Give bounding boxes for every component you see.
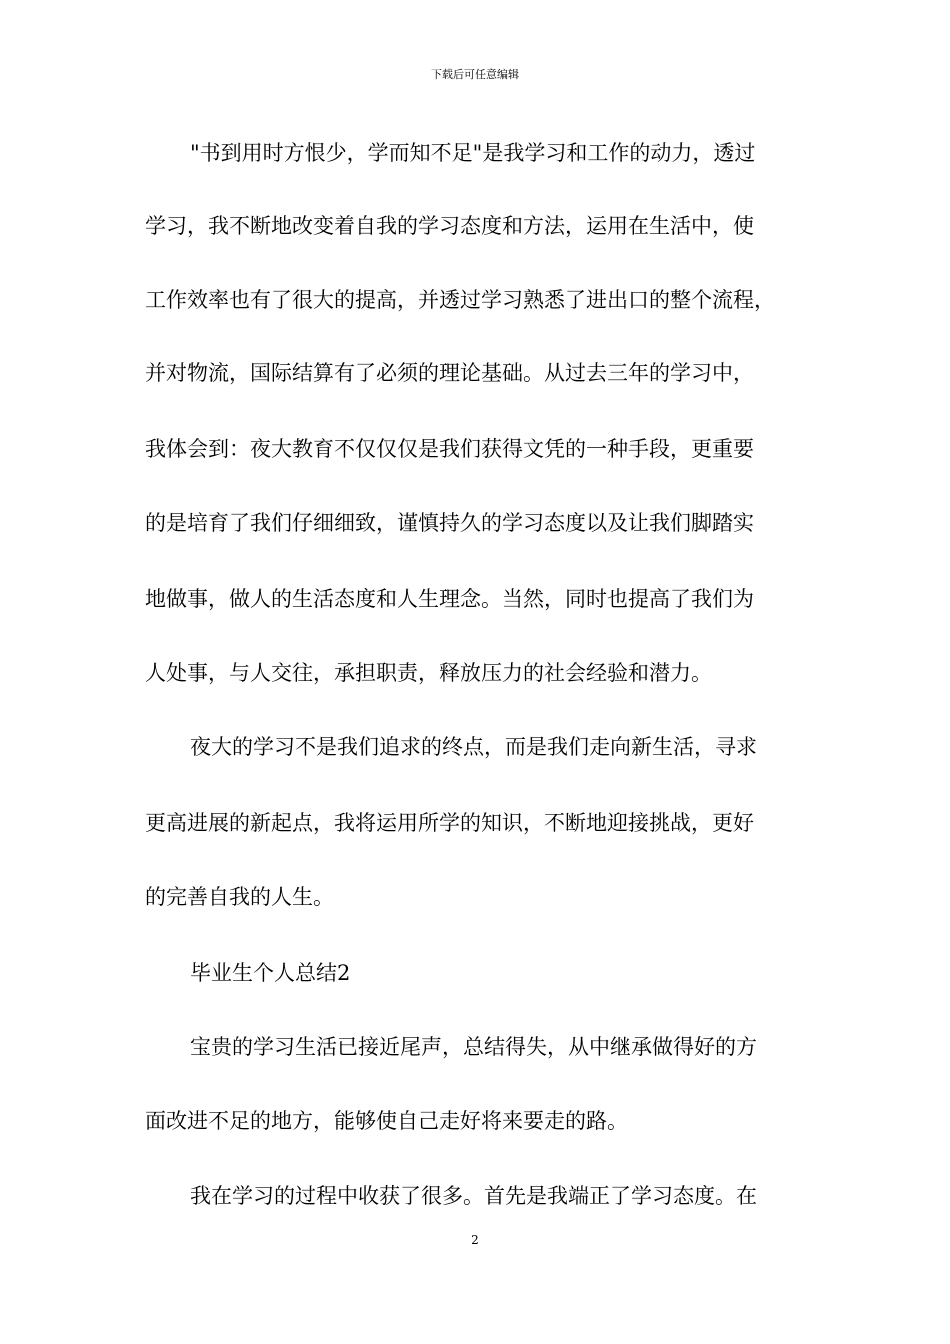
text-line: 面改进不足的地方，能够使自己走好将来要走的路。 xyxy=(145,1109,628,1133)
text-line: 我体会到：夜大教育不仅仅仅是我们获得文凭的一种手段，更重要 xyxy=(145,437,754,461)
text-line: 地做事，做人的生活态度和人生理念。当然，同时也提高了我们为 xyxy=(145,587,754,611)
text-line: 学习，我不断地改变着自我的学习态度和方法，运用在生活中，使 xyxy=(145,214,754,238)
text-line: 并对物流，国际结算有了必须的理论基础。从过去三年的学习中， xyxy=(145,361,754,385)
section-heading: 毕业生个人总结2 xyxy=(190,961,351,985)
text-line: 我在学习的过程中收获了很多。首先是我端正了学习态度。在 xyxy=(190,1184,757,1208)
text-line: 人处事，与人交往，承担职责，释放压力的社会经验和潜力。 xyxy=(145,661,712,685)
text-line: 的完善自我的人生。 xyxy=(145,885,334,909)
text-line: 宝贵的学习生活已接近尾声，总结得失，从中继承做得好的方 xyxy=(190,1035,757,1059)
header-note: 下载后可任意编辑 xyxy=(431,68,519,81)
page-number: 2 xyxy=(471,1233,479,1247)
text-line: 的是培育了我们仔细细致，谨慎持久的学习态度以及让我们脚踏实 xyxy=(145,511,754,535)
text-line: 更高进展的新起点，我将运用所学的知识，不断地迎接挑战，更好 xyxy=(145,811,754,835)
text-line: 夜大的学习不是我们追求的终点，而是我们走向新生活，寻求 xyxy=(190,735,757,759)
text-line: 工作效率也有了很大的提高，并透过学习熟悉了进出口的整个流程， xyxy=(145,288,775,312)
text-line: "书到用时方恨少，学而知不足"是我学习和工作的动力，透过 xyxy=(190,141,756,165)
